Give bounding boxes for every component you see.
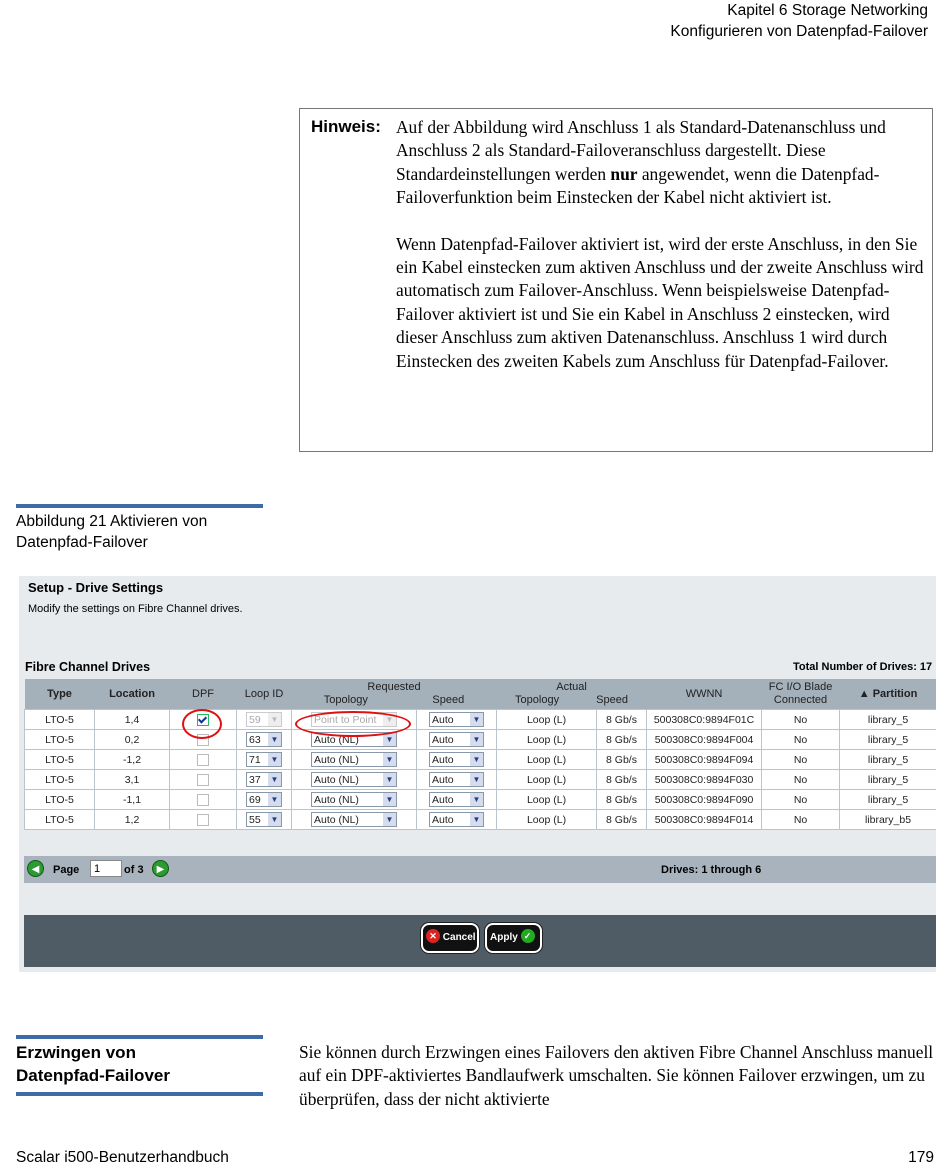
drives-range: Drives: 1 through 6	[661, 864, 762, 876]
cell-location: 1,4	[124, 713, 140, 726]
speed-value: Auto	[432, 814, 454, 826]
cell-actual-speed: 8 Gb/s	[606, 813, 637, 826]
cell-location: 1,2	[124, 813, 140, 826]
cell-partition: library_5	[867, 713, 909, 726]
section-title-line2: Datenpfad-Failover	[16, 1066, 170, 1085]
cell-location: -1,1	[122, 793, 142, 806]
cell-location: 3,1	[124, 773, 140, 786]
col-loop-id: Loop ID	[237, 679, 292, 710]
loop-id-select[interactable]	[246, 812, 282, 827]
cell-type: LTO-5	[45, 813, 74, 826]
requested-speed-label: Speed	[432, 694, 465, 706]
table-cell	[647, 810, 762, 830]
chevron-down-icon: ▼	[383, 733, 396, 746]
chevron-down-icon: ▼	[268, 753, 281, 766]
table-cell	[95, 770, 170, 790]
chevron-down-icon: ▼	[383, 813, 396, 826]
apply-button[interactable]	[485, 923, 542, 953]
dpf-checkbox[interactable]	[197, 754, 209, 766]
col-fc-blade	[762, 679, 840, 710]
table-cell	[647, 730, 762, 750]
prev-page-icon[interactable]: ◀	[27, 860, 44, 877]
action-bar	[24, 915, 936, 967]
table-cell	[497, 750, 597, 770]
table-cell	[237, 750, 292, 770]
dpf-checkbox[interactable]	[197, 814, 209, 826]
chevron-down-icon: ▼	[268, 793, 281, 806]
cell-type: LTO-5	[45, 773, 74, 786]
speed-value: Auto	[432, 734, 454, 746]
total-drives: Total Number of Drives: 17	[793, 661, 933, 673]
table-cell	[762, 810, 840, 830]
cell-wwnn: 500308C0:9894F030	[654, 773, 754, 786]
figure-caption-rule	[16, 504, 263, 508]
page-input[interactable]: 1	[90, 860, 122, 877]
table-cell	[417, 710, 497, 730]
table-cell	[762, 730, 840, 750]
topology-value: Auto (NL)	[314, 814, 359, 826]
cell-actual-topology: Loop (L)	[526, 793, 567, 806]
table-cell	[497, 790, 597, 810]
speed-value: Auto	[432, 714, 454, 726]
col-type[interactable]: Type	[25, 679, 95, 710]
note-box	[299, 108, 933, 452]
table-row	[25, 790, 937, 810]
table-cell	[762, 710, 840, 730]
chevron-down-icon: ▼	[268, 713, 281, 726]
table-cell	[292, 790, 417, 810]
page-label: Page	[53, 864, 80, 876]
cell-actual-topology: Loop (L)	[526, 753, 567, 766]
cancel-x-icon: ✕	[426, 929, 440, 943]
actual-speed-label: Speed	[596, 694, 628, 706]
pager	[24, 856, 936, 883]
table-cell	[170, 750, 237, 770]
topology-value: Auto (NL)	[314, 794, 359, 806]
cell-actual-speed: 8 Gb/s	[606, 793, 637, 806]
table-row	[25, 810, 937, 830]
table-cell	[840, 770, 936, 790]
table-cell	[237, 730, 292, 750]
section-title	[16, 1041, 256, 1087]
speed-select[interactable]	[429, 732, 484, 747]
table-cell	[417, 750, 497, 770]
speed-select[interactable]	[429, 772, 484, 787]
figure-caption-line1: Abbildung 21 Aktivieren von	[16, 513, 208, 530]
table-cell	[840, 810, 936, 830]
cell-fc-blade: No	[793, 793, 808, 806]
topology-select[interactable]	[311, 772, 397, 787]
table-cell	[237, 710, 292, 730]
topology-select[interactable]	[311, 792, 397, 807]
cell-type: LTO-5	[45, 713, 74, 726]
table-cell	[840, 730, 936, 750]
loop-id-value: 55	[249, 814, 261, 826]
table-cell	[762, 790, 840, 810]
chevron-down-icon: ▼	[268, 773, 281, 786]
cell-actual-topology: Loop (L)	[526, 713, 567, 726]
apply-check-icon: ✓	[521, 929, 535, 943]
cell-actual-topology: Loop (L)	[526, 733, 567, 746]
table-row	[25, 770, 937, 790]
table-cell	[25, 750, 95, 770]
col-requested	[292, 679, 497, 710]
table-cell	[762, 770, 840, 790]
note-paragraph-2: Wenn Datenpfad-Failover aktiviert ist, wird der erste Anschluss, in den Sie ein Kabel einstecken zum aktiven Anschluss und der zweite Anschluss wird automatisch zum Failover-Anschluss. Wenn beispielsweise Datenpfad-Failover aktiviert ist und Sie ein Kabel in Anschluss 2 einstecken, wird dieser Anschluss zum aktiven Datenanschluss. Anschluss 1 wird durch Einstecken des zweiten Kabels zum Anschluss für Datenpfad-Failover.	[396, 233, 924, 371]
table-cell	[237, 770, 292, 790]
drives-table	[24, 679, 936, 830]
topology-select[interactable]	[311, 812, 397, 827]
requested-label: Requested	[367, 681, 421, 693]
chevron-down-icon: ▼	[383, 753, 396, 766]
cell-fc-blade: No	[793, 753, 808, 766]
cell-fc-blade: No	[793, 773, 808, 786]
topology-highlight-circle	[295, 711, 411, 737]
table-cell	[95, 730, 170, 750]
speed-value: Auto	[432, 794, 454, 806]
table-cell	[170, 770, 237, 790]
table-cell	[237, 810, 292, 830]
cell-actual-topology: Loop (L)	[526, 773, 567, 786]
table-cell	[840, 710, 936, 730]
table-cell	[25, 770, 95, 790]
table-cell	[417, 730, 497, 750]
cell-partition: library_5	[867, 773, 909, 786]
note-text-part1: Auf der Abbildung wird Anschluss 1 als Standard-Datenanschluss und Anschluss 2 als Standard-Failoveranschluss dargestellt. Diese Standardeinstellungen werden	[396, 117, 886, 184]
actual-label: Actual	[556, 681, 587, 693]
speed-select[interactable]	[429, 812, 484, 827]
loop-id-select[interactable]	[246, 792, 282, 807]
table-cell	[25, 790, 95, 810]
cancel-button-label: Cancel	[442, 932, 476, 943]
footer-manual-title: Scalar i500-Benutzerhandbuch	[16, 1149, 229, 1166]
section-body: Sie können durch Erzwingen eines Failovers den aktiven Fibre Channel Anschluss manuell auf ein DPF-aktiviertes Bandlaufwerk umschalten. Sie können Failover erzwingen, um zu überprüfen, dass der nicht aktivierte	[299, 1042, 934, 1109]
cell-wwnn: 500308C0:9894F090	[654, 793, 754, 806]
cell-actual-speed: 8 Gb/s	[606, 773, 637, 786]
speed-select[interactable]	[429, 712, 484, 727]
cell-type: LTO-5	[45, 753, 74, 766]
topology-value: Point to Point	[314, 714, 377, 726]
drives-table-body	[25, 710, 937, 830]
section-heading: Konfigurieren von Datenpfad-Failover	[670, 23, 928, 40]
apply-button-label: Apply	[490, 932, 518, 943]
cancel-button[interactable]	[421, 923, 479, 953]
chevron-down-icon: ▼	[268, 733, 281, 746]
note-text-part2: angewendet, wenn die Datenpfad-Failoverfunktion beim Einstecken der Kabel nicht aktiviert ist.	[396, 163, 880, 208]
chevron-down-icon: ▼	[383, 793, 396, 806]
loop-id-value: 71	[249, 754, 261, 766]
cell-type: LTO-5	[45, 793, 74, 806]
cell-partition: library_5	[867, 753, 909, 766]
section-rule-top	[16, 1035, 263, 1039]
table-title: Fibre Channel Drives	[25, 660, 151, 674]
table-cell	[647, 710, 762, 730]
loop-id-value: 69	[249, 794, 261, 806]
cell-partition: library_b5	[864, 813, 912, 826]
dpf-highlight-circle	[182, 709, 222, 739]
table-cell	[25, 710, 95, 730]
table-cell	[170, 790, 237, 810]
note-paragraph-1	[396, 116, 926, 210]
requested-topology-label: Topology	[323, 694, 368, 706]
table-cell	[647, 790, 762, 810]
fc-blade-label-1: FC I/O Blade	[768, 681, 833, 693]
dpf-checkbox[interactable]	[197, 794, 209, 806]
table-row	[25, 730, 937, 750]
figure-caption-line2: Datenpfad-Failover	[16, 534, 148, 551]
loop-id-value: 37	[249, 774, 261, 786]
section-title-line1: Erzwingen von	[16, 1043, 136, 1062]
cell-location: 0,2	[124, 733, 140, 746]
chevron-down-icon: ▼	[470, 753, 483, 766]
figure-caption	[16, 511, 207, 553]
loop-id-select[interactable]	[246, 772, 282, 787]
dpf-checkbox[interactable]	[197, 774, 209, 786]
cell-wwnn: 500308C0:9894F004	[654, 733, 754, 746]
col-wwnn: WWNN	[647, 679, 762, 710]
table-row	[25, 750, 937, 770]
table-cell	[170, 810, 237, 830]
chevron-down-icon: ▼	[383, 713, 396, 726]
table-cell	[497, 730, 597, 750]
table-cell	[417, 790, 497, 810]
cell-partition: library_5	[867, 733, 909, 746]
table-cell	[597, 790, 647, 810]
speed-select[interactable]	[429, 792, 484, 807]
cell-type: LTO-5	[45, 733, 74, 746]
chevron-down-icon: ▼	[383, 773, 396, 786]
table-cell	[497, 710, 597, 730]
speed-select[interactable]	[429, 752, 484, 767]
table-cell	[292, 750, 417, 770]
loop-id-select[interactable]	[246, 752, 282, 767]
chevron-down-icon: ▼	[470, 773, 483, 786]
drive-settings-screenshot	[19, 576, 936, 972]
table-cell	[417, 770, 497, 790]
table-cell	[25, 810, 95, 830]
topology-value: Auto (NL)	[314, 734, 359, 746]
screen-title: Setup - Drive Settings	[28, 580, 164, 595]
page-of-label: of 3	[124, 864, 144, 876]
cell-wwnn: 500308C0:9894F094	[654, 753, 754, 766]
cell-actual-topology: Loop (L)	[526, 813, 567, 826]
speed-value: Auto	[432, 754, 454, 766]
page-header	[670, 0, 928, 42]
cell-fc-blade: No	[793, 813, 808, 826]
col-partition[interactable]: ▲ Partition	[840, 679, 936, 710]
section-rule-bottom	[16, 1092, 263, 1096]
table-cell	[597, 710, 647, 730]
table-cell	[237, 790, 292, 810]
table-cell	[597, 770, 647, 790]
actual-topology-label: Topology	[515, 694, 560, 706]
chevron-down-icon: ▼	[470, 733, 483, 746]
table-cell	[292, 770, 417, 790]
chevron-down-icon: ▼	[470, 793, 483, 806]
cell-actual-speed: 8 Gb/s	[606, 753, 637, 766]
cell-location: -1,2	[122, 753, 142, 766]
chevron-down-icon: ▼	[268, 813, 281, 826]
col-actual	[497, 679, 647, 710]
note-bold-word: nur	[610, 163, 638, 184]
note-text	[396, 116, 926, 396]
col-dpf: DPF	[170, 679, 237, 710]
cell-fc-blade: No	[793, 713, 808, 726]
col-location[interactable]: Location	[95, 679, 170, 710]
chapter-heading: Kapitel 6 Storage Networking	[727, 2, 928, 19]
loop-id-value: 59	[249, 714, 261, 726]
table-cell	[292, 810, 417, 830]
table-cell	[95, 710, 170, 730]
screen-subtitle: Modify the settings on Fibre Channel drives.	[28, 603, 243, 615]
loop-id-select[interactable]	[246, 712, 282, 727]
loop-id-value: 63	[249, 734, 261, 746]
speed-value: Auto	[432, 774, 454, 786]
table-cell	[95, 750, 170, 770]
cell-wwnn: 500308C0:9894F01C	[653, 713, 755, 726]
table-cell	[647, 750, 762, 770]
requested-subheaders	[292, 694, 497, 707]
table-cell	[597, 750, 647, 770]
chevron-down-icon: ▼	[470, 713, 483, 726]
table-cell	[597, 730, 647, 750]
table-cell	[417, 810, 497, 830]
table-cell	[762, 750, 840, 770]
note-label: Hinweis:	[311, 117, 381, 136]
table-cell	[95, 810, 170, 830]
cell-actual-speed: 8 Gb/s	[606, 713, 637, 726]
table-cell	[25, 730, 95, 750]
cell-wwnn: 500308C0:9894F014	[654, 813, 754, 826]
footer-page-number: 179	[908, 1149, 934, 1166]
loop-id-select[interactable]	[246, 732, 282, 747]
cell-partition: library_5	[867, 793, 909, 806]
topology-select[interactable]	[311, 752, 397, 767]
cell-actual-speed: 8 Gb/s	[606, 733, 637, 746]
table-cell	[95, 790, 170, 810]
table-cell	[597, 810, 647, 830]
fc-blade-label-2: Connected	[773, 694, 828, 706]
table-cell	[840, 790, 936, 810]
next-page-icon[interactable]: ▶	[152, 860, 169, 877]
topology-value: Auto (NL)	[314, 774, 359, 786]
topology-value: Auto (NL)	[314, 754, 359, 766]
table-cell	[647, 770, 762, 790]
actual-subheaders	[497, 694, 647, 707]
table-row	[25, 710, 937, 730]
table-cell	[497, 810, 597, 830]
table-cell	[840, 750, 936, 770]
cell-fc-blade: No	[793, 733, 808, 746]
chevron-down-icon: ▼	[470, 813, 483, 826]
table-cell	[497, 770, 597, 790]
